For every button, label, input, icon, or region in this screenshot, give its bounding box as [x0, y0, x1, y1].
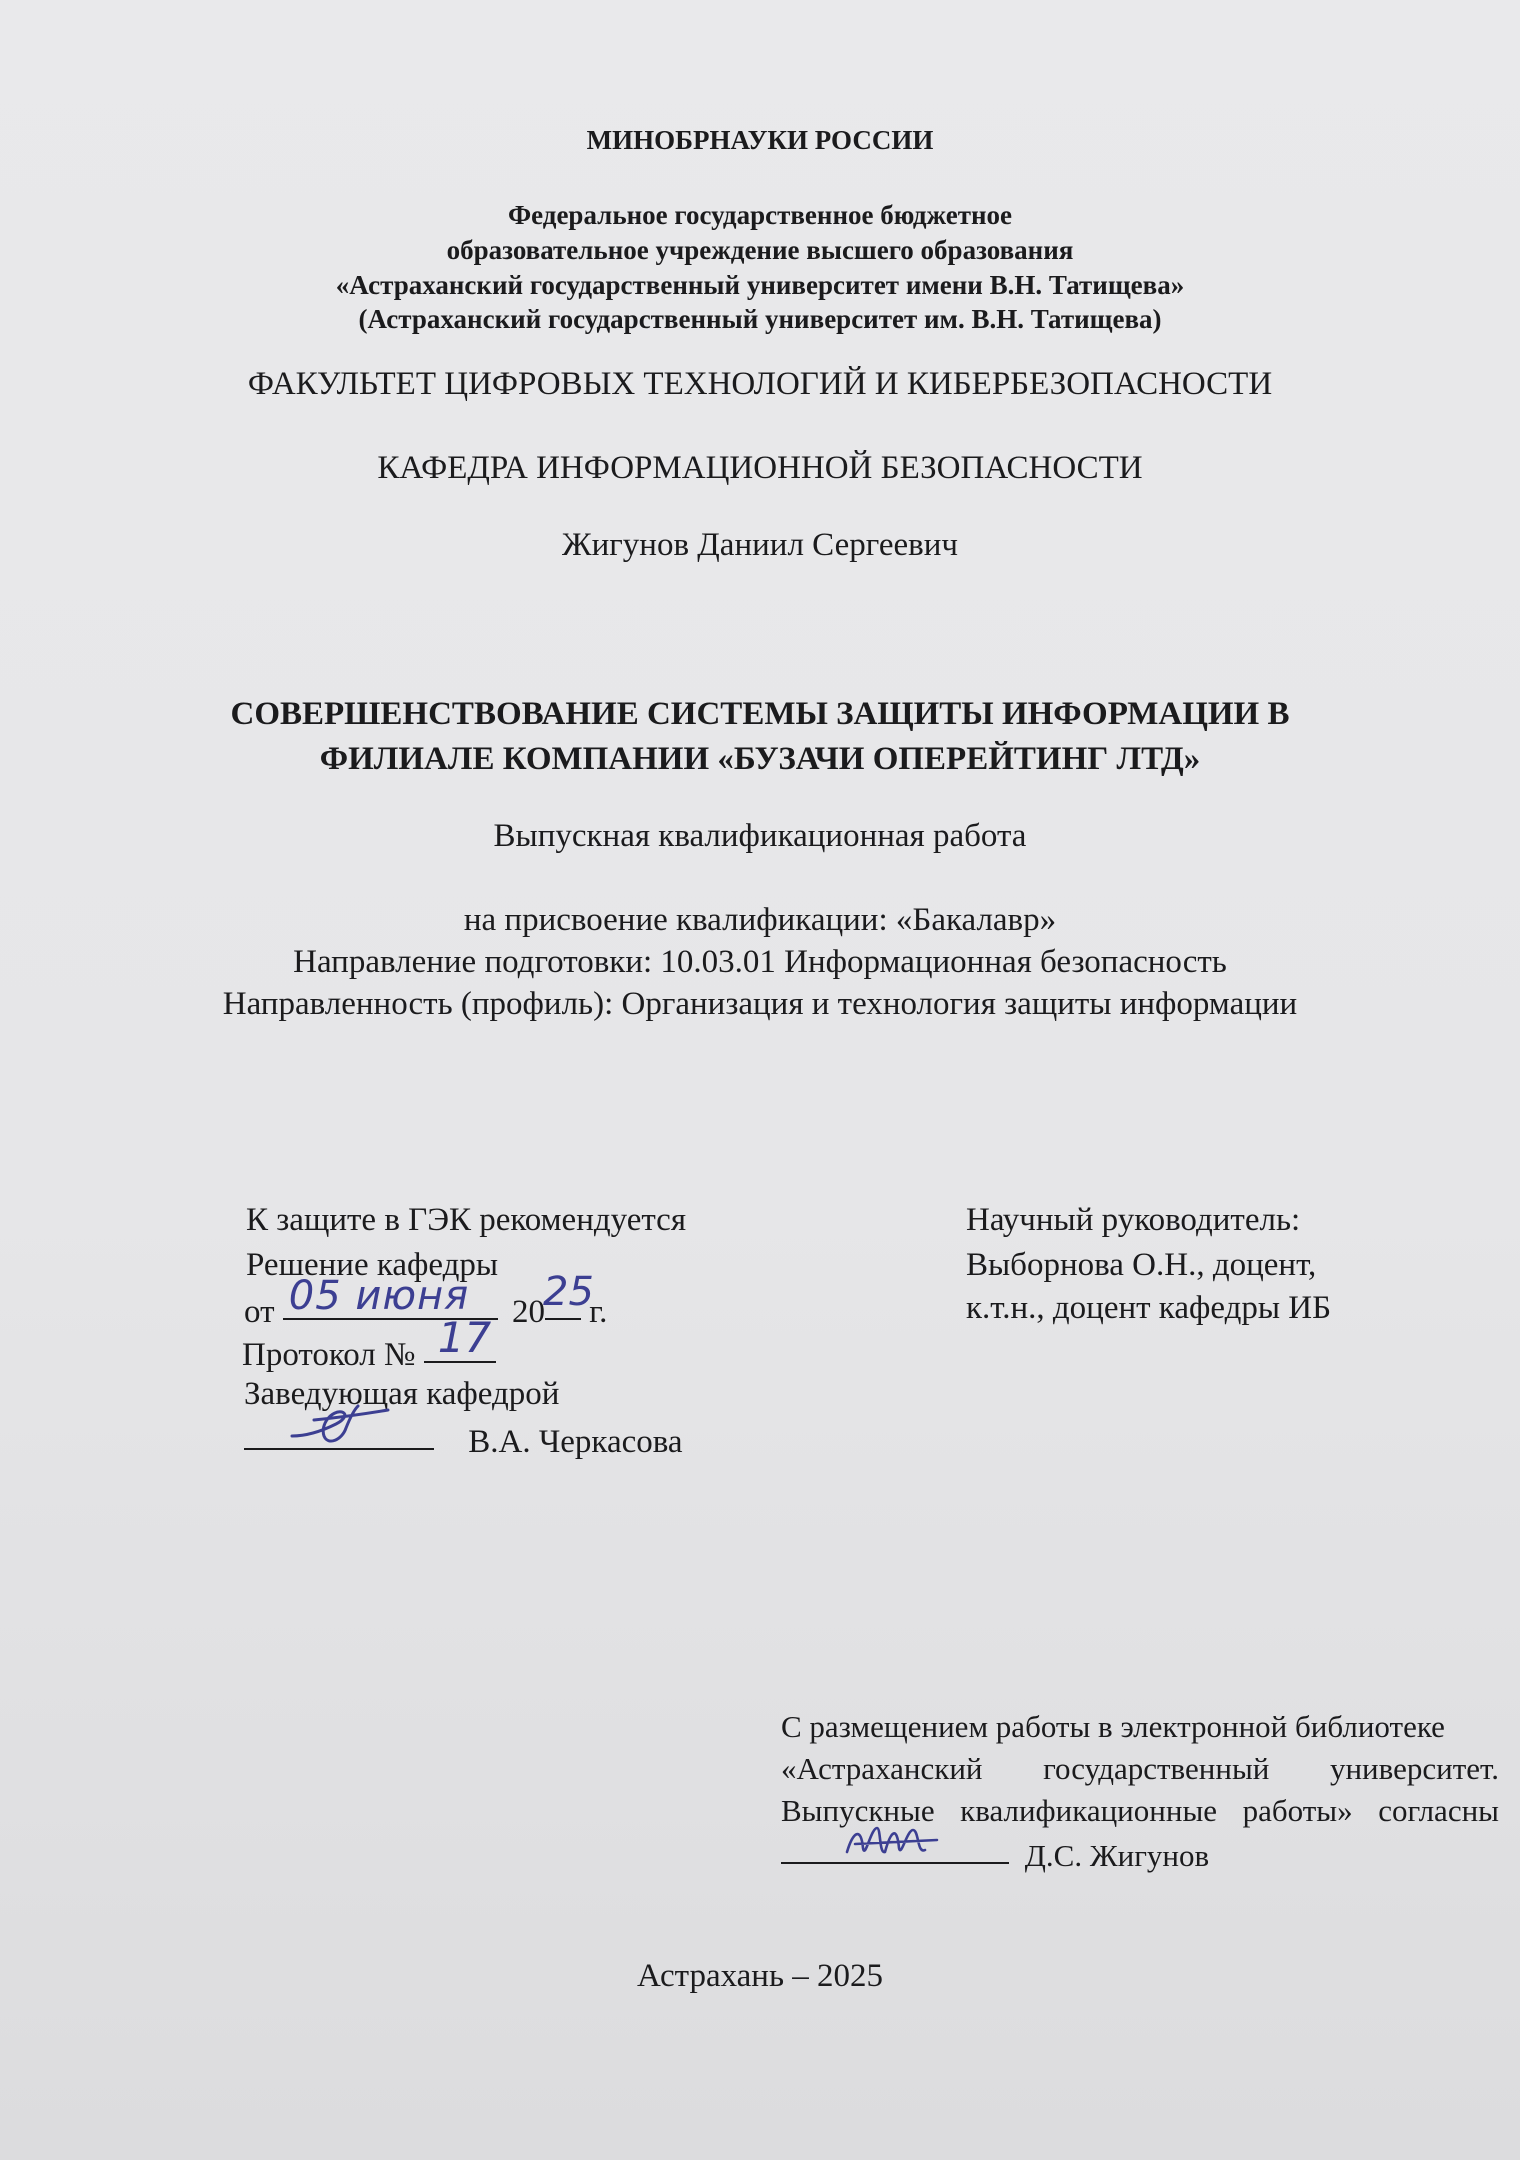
head-signature-underline [244, 1414, 434, 1450]
consent-line-2 [781, 1746, 1499, 1791]
qualification-line: на присвоение квалификации: «Бакалавр» [463, 902, 1057, 938]
faculty-heading: ФАКУЛЬТЕТ ЦИФРОВЫХ ТЕХНОЛОГИЙ И КИБЕРБЕЗОПАСНОСТИ [247, 366, 1273, 402]
ministry-heading: МИНОБРНАУКИ РОССИИ [586, 125, 934, 155]
direction-line: Направление подготовки: 10.03.01 Информационная безопасность [293, 944, 1227, 980]
department-decision: Решение кафедры [246, 1247, 499, 1283]
profile-line: Направленность (профиль): Организация и технология защиты информации [222, 986, 1298, 1022]
supervisor-label: Научный руководитель: [966, 1202, 1301, 1238]
head-label: Заведующая кафедрой [244, 1376, 560, 1412]
supervisor-name: Выборнова О.Н., доцент, [966, 1247, 1317, 1283]
year-prefix: 20 [512, 1294, 545, 1330]
institution-line-1: Федеральное государственное бюджетное [507, 200, 1013, 230]
consent-word: работы» [1242, 1793, 1353, 1828]
consent-signer: Д.С. Жигунов [1024, 1838, 1210, 1873]
footer-city-year: Астрахань – 2025 [636, 1958, 884, 1994]
consent-word: согласны [1378, 1793, 1499, 1828]
head-signature-mark [284, 1396, 404, 1456]
work-type: Выпускная квалификационная работа [493, 818, 1027, 854]
protocol-line [242, 1313, 496, 1378]
consent-word: «Астраханский [781, 1751, 983, 1786]
consent-signature-line [781, 1830, 1209, 1878]
consent-line-1: С размещением работы в электронной библиотеке [781, 1709, 1445, 1744]
handwritten-protocol-number: 17 [437, 1313, 492, 1362]
consent-signature-underline [781, 1828, 1009, 1864]
head-name: В.А. Черкасова [468, 1424, 683, 1460]
thesis-title-line-2: ФИЛИАЛЕ КОМПАНИИ «БУЗАЧИ ОПЕРЕЙТИНГ ЛТД» [319, 741, 1201, 777]
consent-word: Выпускные [781, 1793, 935, 1828]
defense-recommended: К защите в ГЭК рекомендуется [246, 1202, 687, 1238]
protocol-underline [424, 1313, 496, 1363]
handwritten-date: 05 июня [288, 1273, 470, 1319]
author-name: Жигунов Даниил Сергеевич [562, 527, 958, 563]
author-signature-mark [841, 1818, 951, 1868]
head-signature-line [244, 1416, 683, 1465]
handwritten-year: 25 [543, 1269, 594, 1315]
year-suffix: г. [589, 1294, 608, 1330]
consent-word: квалификационные [960, 1793, 1218, 1828]
date-from-label: от [244, 1294, 275, 1330]
protocol-label: Протокол № [242, 1337, 416, 1373]
supervisor-degree: к.т.н., доцент кафедры ИБ [966, 1290, 1332, 1326]
institution-line-2: образовательное учреждение высшего образования [446, 235, 1074, 265]
thesis-title-line-1: СОВЕРШЕНСТВОВАНИЕ СИСТЕМЫ ЗАЩИТЫ ИНФОРМАЦИИ В [230, 696, 1290, 732]
consent-word: университет. [1329, 1751, 1499, 1786]
institution-line-3: «Астраханский государственный университет имени В.Н. Татищева» [335, 270, 1185, 300]
year-underline [543, 1269, 594, 1320]
institution-line-4: (Астраханский государственный университет им. В.Н. Татищева) [358, 304, 1162, 334]
department-heading: КАФЕДРА ИНФОРМАЦИОННОЙ БЕЗОПАСНОСТИ [377, 450, 1143, 486]
consent-word: государственный [1043, 1751, 1270, 1786]
